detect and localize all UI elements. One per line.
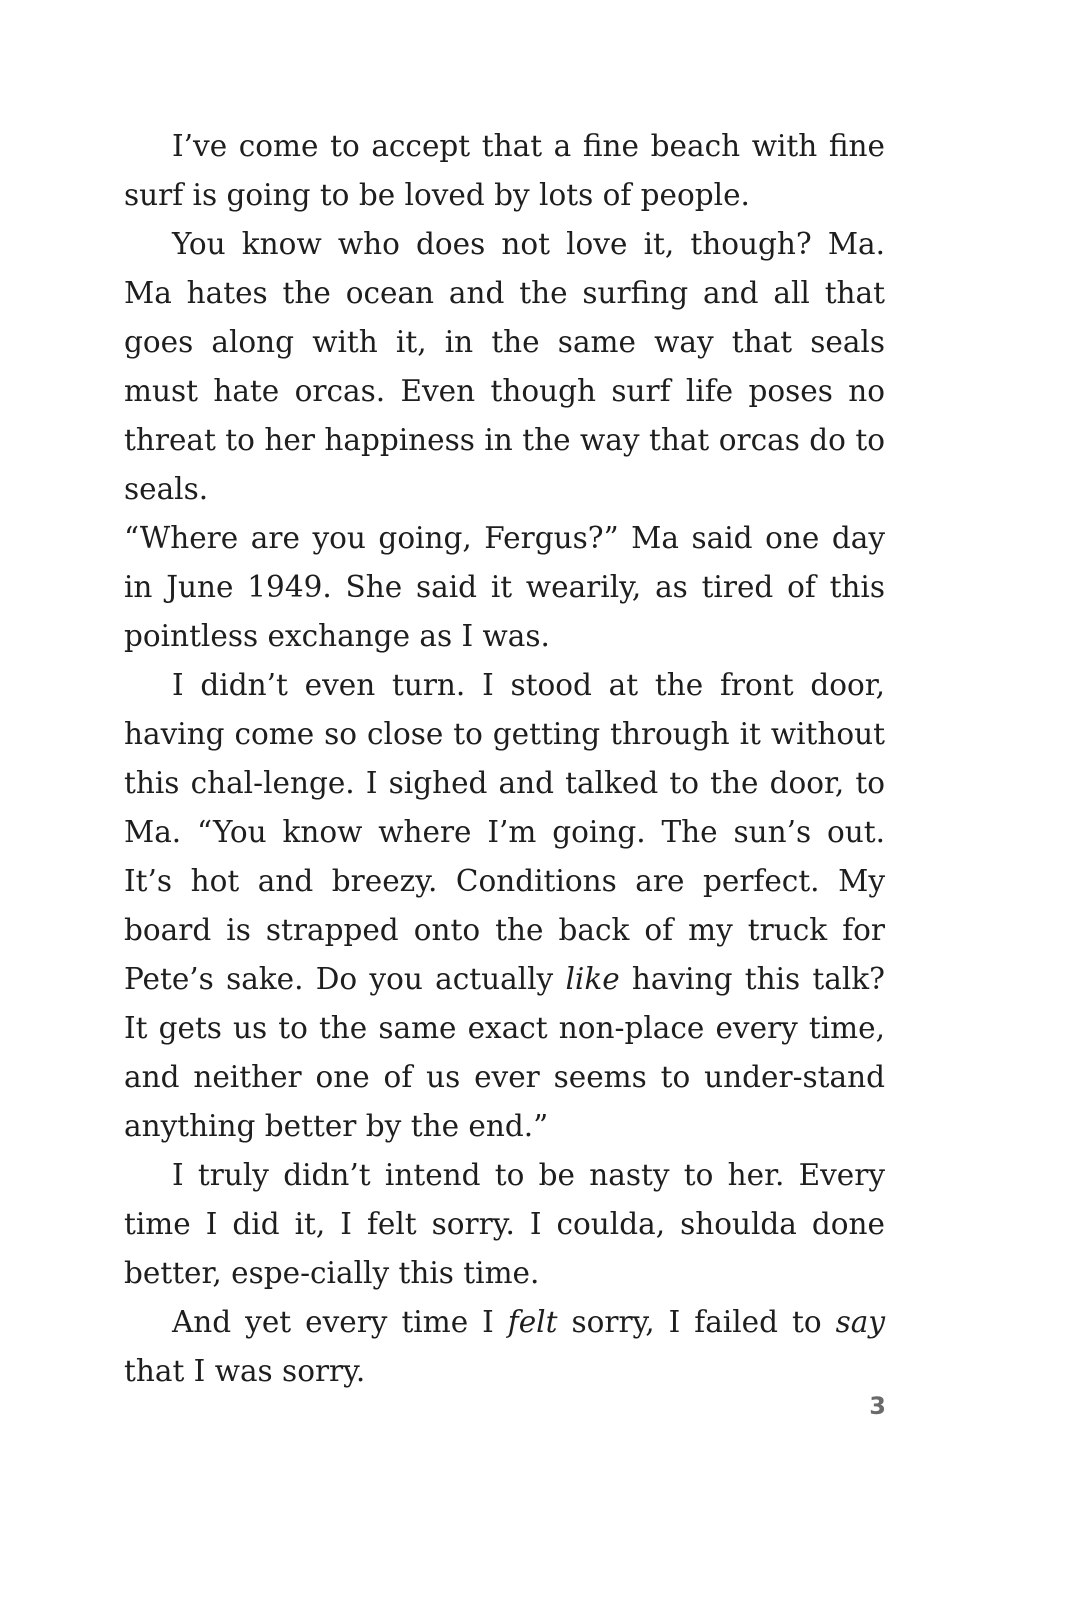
paragraph: I’ve come to accept that a fine beach with fine surf is going to be loved by lots of people. (124, 129, 885, 212)
text-section-2 (124, 514, 885, 1396)
paragraph-text: that I was sorry. (124, 1354, 366, 1388)
paragraph: You know who does not love it, though? Ma. Ma hates the ocean and the surfing and all that goes along with it, in the same way that seals must hate orcas. Even though surf life poses no threat to her happiness in the way that orcas do to seals. (124, 227, 885, 506)
paragraph: “Where are you going, Fergus?” Ma said one day in June 1949. She said it wearily, as tired of this pointless exchange as I was. (124, 521, 885, 653)
page-number: 3 (869, 1392, 886, 1420)
paragraph: I truly didn’t intend to be nasty to her. Every time I did it, I felt sorry. I coulda, shoulda done better, espe-cially this time. (124, 1158, 885, 1290)
paragraph-text: I didn’t even turn. I stood at the front door, having come so close to getting through it without this chal-lenge. I sighed and talked to the door, to Ma. “You know where I’m going. The sun’s out. It’s hot and breezy. Conditions are perfect. My board is strapped onto the back of my truck for Pete’s sake. Do you actually (124, 668, 885, 996)
paragraph-text: having this talk? It gets us to the same exact non-place every time, and neither one of us ever seems to under-stand anything better by the end.” (124, 962, 886, 1143)
paragraph (124, 661, 885, 1151)
paragraph-text: sorry, I failed to (557, 1305, 836, 1339)
emphasis-text: say (835, 1305, 885, 1339)
text-section-1 (124, 122, 885, 514)
paragraph (124, 1298, 885, 1396)
emphasis-text: like (565, 962, 620, 996)
emphasis-text: felt (507, 1305, 558, 1339)
paragraph-text: And yet every time I (172, 1305, 508, 1339)
